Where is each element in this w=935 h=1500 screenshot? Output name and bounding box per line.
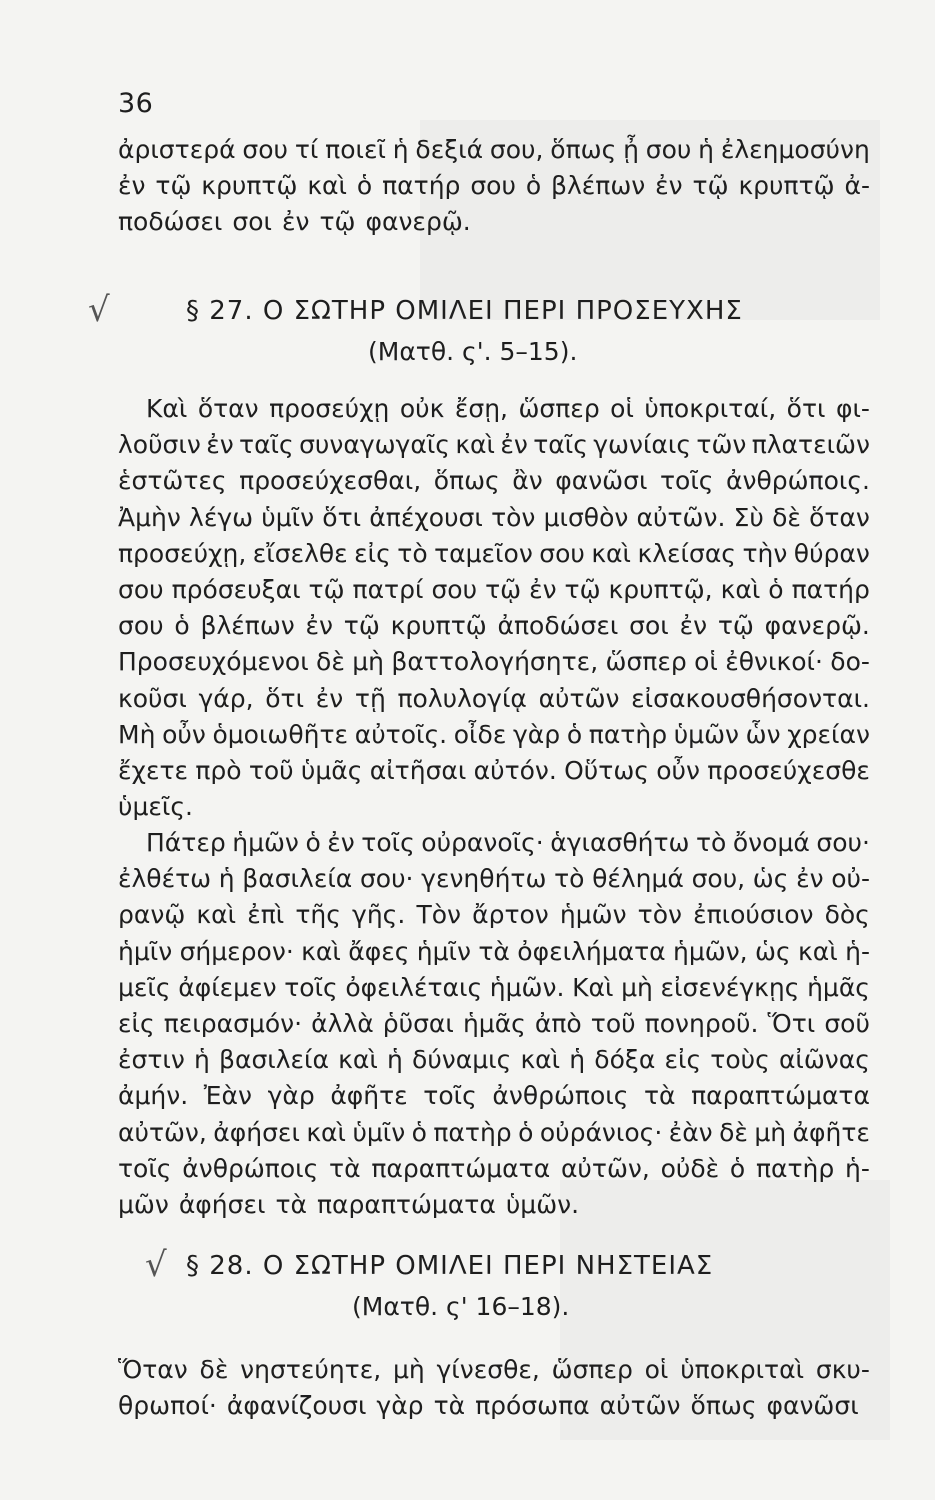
text-line: ἀριστερά σου τί ποιεῖ ἡ δεξιά σου, ὅπως ᾖ σου ἡ ἐλεημοσύνη [118, 135, 870, 164]
paragraph-28-fasting [118, 1352, 870, 1424]
handwritten-check-mark: √ [88, 290, 110, 330]
text-line: Προσευχόμενοι δὲ μὴ βαττολογήσητε, ὥσπερ οἱ ἐθνικοί· δο- [118, 647, 870, 677]
text-line: Ἀμὴν λέγω ὑμῖν ὅτι ἀπέχουσι τὸν μισθὸν αὐτῶν. Σὺ δὲ ὅταν [118, 502, 870, 532]
section-28-title: § 28. Ο ΣΩΤΗΡ ΟΜΙΛΕΙ ΠΕΡΙ ΝΗΣΤΕΙΑΣ [186, 1251, 714, 1281]
text-line: αὐτῶν, ἀφήσει καὶ ὑμῖν ὁ πατὴρ ὁ οὐράνιος· ἐὰν δὲ μὴ ἀφῆτε [118, 1117, 870, 1147]
text-line: ἐλθέτω ἡ βασιλεία σου· γενηθήτω τὸ θέλημά σου, ὡς ἐν οὐ- [118, 864, 870, 894]
text-line: σου πρόσευξαι τῷ πατρί σου τῷ ἐν τῷ κρυπτῷ, καὶ ὁ πατήρ [118, 574, 870, 604]
handwritten-check-mark: √ [145, 1245, 167, 1285]
text-line: σου ὁ βλέπων ἐν τῷ κρυπτῷ ἀποδώσει σοι ἐν τῷ φανερῷ. [118, 611, 870, 641]
text-line: ἡμῖν σήμερον· καὶ ἄφες ἡμῖν τὰ ὀφειλήματα ἡμῶν, ὡς καὶ ἡ- [118, 936, 870, 966]
text-line: τοῖς ἀνθρώποις τὰ παραπτώματα αὐτῶν, οὐδὲ ὁ πατὴρ ἡ- [118, 1153, 870, 1183]
paragraph-top [118, 132, 870, 241]
text-line: ρανῷ καὶ ἐπὶ τῆς γῆς. Τὸν ἄρτον ἡμῶν τὸν ἐπιούσιον δὸς [118, 900, 870, 930]
page-number: 36 [118, 88, 154, 119]
text-line: κοῦσι γάρ, ὅτι ἐν τῇ πολυλογίᾳ αὐτῶν εἰσακουσθήσονται. [118, 683, 870, 713]
section-27-title: § 27. Ο ΣΩΤΗΡ ΟΜΙΛΕΙ ΠΕΡΙ ΠΡΟΣΕΥΧΗΣ [186, 296, 743, 326]
text-line: ἔχετε πρὸ τοῦ ὑμᾶς αἰτῆσαι αὐτόν. Οὕτως οὖν προσεύχεσθε [118, 755, 870, 785]
text-line: Μὴ οὖν ὁμοιωθῆτε αὐτοῖς. οἶδε γὰρ ὁ πατὴρ ὑμῶν ὧν χρείαν [118, 719, 870, 749]
paragraph-27-prayer-instruction [118, 391, 870, 825]
section-28-reference: (Ματθ. ς' 16–18). [352, 1292, 570, 1321]
section-27-reference: (Ματθ. ς'. 5–15). [368, 337, 578, 366]
text-line: ἀμήν. Ἐὰν γὰρ ἀφῆτε τοῖς ἀνθρώποις τὰ παραπτώματα [118, 1081, 870, 1111]
text-line: μεῖς ἀφίεμεν τοῖς ὀφειλέταις ἡμῶν. Καὶ μὴ εἰσενέγκῃς ἡμᾶς [118, 972, 870, 1002]
text-line: Ὅταν δὲ νηστεύητε, μὴ γίνεσθε, ὥσπερ οἱ ὑποκριταὶ σκυ- [118, 1355, 870, 1384]
text-line: θρωποί· ἀφανίζουσι γὰρ τὰ πρόσωπα αὐτῶν ὅπως φανῶσι [118, 1391, 859, 1421]
text-line: ὑμεῖς. [118, 792, 193, 822]
text-line: ἐν τῷ κρυπτῷ καὶ ὁ πατήρ σου ὁ βλέπων ἐν τῷ κρυπτῷ ἀ- [118, 171, 870, 201]
text-line: ποδώσει σοι ἐν τῷ φανερῷ. [118, 207, 471, 237]
text-line: Πάτερ ἡμῶν ὁ ἐν τοῖς οὐρανοῖς· ἁγιασθήτω τὸ ὄνομά σου· [146, 828, 870, 857]
text-line: Καὶ ὅταν προσεύχῃ οὐκ ἔσῃ, ὥσπερ οἱ ὑποκριταί, ὅτι φι- [146, 394, 870, 423]
paragraph-27-lords-prayer [118, 825, 870, 1223]
text-line: ἐστιν ἡ βασιλεία καὶ ἡ δύναμις καὶ ἡ δόξα εἰς τοὺς αἰῶνας [118, 1045, 870, 1075]
text-line: προσεύχῃ, εἴσελθε εἰς τὸ ταμεῖον σου καὶ κλείσας τὴν θύραν [118, 538, 870, 568]
text-line: ἑστῶτες προσεύχεσθαι, ὅπως ἂν φανῶσι τοῖς ἀνθρώποις. [118, 466, 870, 496]
text-line: εἰς πειρασμόν· ἀλλὰ ῥῦσαι ἡμᾶς ἀπὸ τοῦ πονηροῦ. Ὅτι σοῦ [118, 1008, 870, 1038]
text-line: μῶν ἀφήσει τὰ παραπτώματα ὑμῶν. [118, 1189, 580, 1219]
text-line: λοῦσιν ἐν ταῖς συναγωγαῖς καὶ ἐν ταῖς γωνίαις τῶν πλατειῶν [118, 430, 870, 460]
